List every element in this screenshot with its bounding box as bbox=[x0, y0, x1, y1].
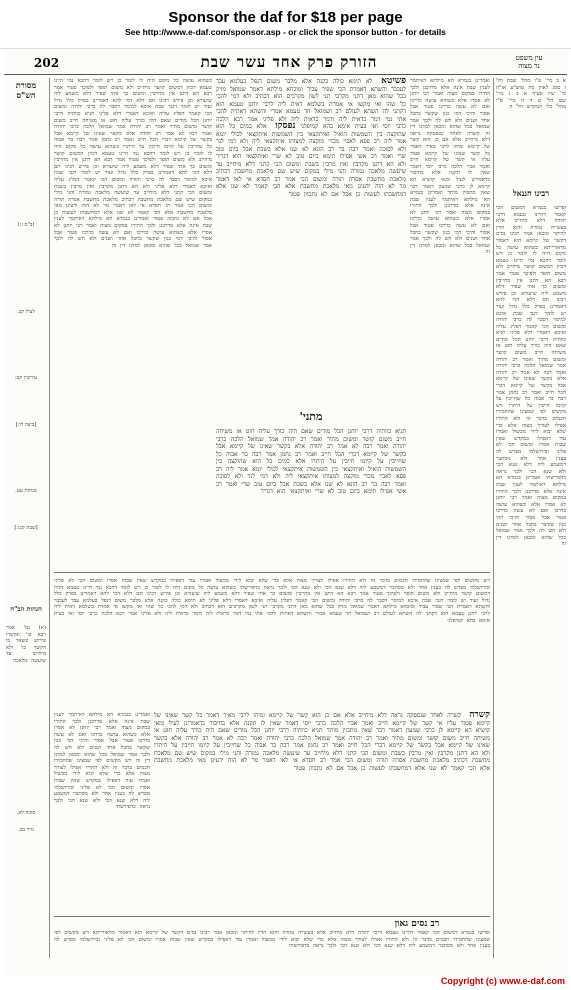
rashi-text-3: ואמרינן בגמרא הא מילתא דאיתמר לענין שבת אינה אלא מדרבנן ולכך התירו במקום מצוה ואמר רבי יוחנן לא אסרו אלא כשהוא עושה כדרכו ואם לא עשה כדרכו פטור אבל אסור והיכי דמי כגון שקשר בחבל אחד ושנים ולא חש לה ולכך אמר שמואל בכל שהוא ומכאן למדנו דין זה bbox=[410, 190, 490, 256]
lower-commentary-text-2: כשהוא עושה כל מקום היה לו לומר כן ויש לומר דהכא נמי היינו טעמא דכיון דמשום קושר מיחייב ולא משום תופר ולפיכך פטור אמר רבא הא דתנן אין מחייבין ומשום כך אתי שפיר דלא משמע ליה שיעורא וכן פירש רבינו תם דלא דמי להא דאמרינן בפרק כלל גדול ועוד יש לומר דגבי שבת איכא למימר דסבר לה כרבי יהודה ומשום הכי קאמר דפליג עליה ואיכא דאמרי דלא פליגי bbox=[54, 584, 490, 604]
margin-note: נזיר מב. bbox=[18, 826, 34, 833]
mishnah-label: מתני' bbox=[299, 410, 323, 423]
lower-left-commentary bbox=[54, 712, 150, 912]
commentary-text-repeat: כשהוא עושה כל מקום היה לו לומר כן ויש לומר דהכא נמי היינו טעמא דכיון דמשום קושר מיחייב ולא משום תופר ולפיכך פטור אמר רבא הא דתנן אין מחייבין ומשום כך אתי שפיר דלא משמע ליה שיעורא וכן פירש רבינו תם דלא דמי להא דאמרינן בפרק כלל גדול ועוד יש לומר דגבי שבת איכא למימר דסבר לה כרבי יהודה ומשום הכי קאמר דפליג עליה ואיכא דאמרי דלא פליגי bbox=[54, 143, 212, 190]
lower-gemara bbox=[154, 712, 490, 912]
bottom-right-head: רב נסים גאון bbox=[394, 919, 440, 929]
mishnah-paragraph-2: אלא כמים כל הוא שהוקצה בין השמשות הואיל ואיתקצאי בין השמשות איתקצאי לכולי יומא אמר ליה רב פפא לאביי מכדי מוקצה למצותו איתקצאי ליה ולא דמי לנר ולא לסוכה ואמר רבה בר רב הונא לא שנו אלא בשבת אבל ביום טוב שרי ואמר רב אשי אפילו תימא ביום טוב לא שרי ואיתקצאי הוא דגריר bbox=[216, 458, 406, 495]
column-divider bbox=[493, 78, 494, 958]
left-margin-notes-lower bbox=[6, 810, 46, 870]
left-margin-head: מסורת הש"ס bbox=[15, 80, 37, 100]
gemara-mishnah-text bbox=[216, 428, 406, 568]
lower-commentary bbox=[54, 578, 490, 708]
corner-title-line: עין משפט bbox=[515, 54, 543, 62]
lower-gemara-text-3: ולא הא דתנן מקרבין ואין מרבין בשבת ומשום הכי קתני דלא מיחייב עד שיעשה מלאכה גמורה והני מילי במקום שיש שם מלאכת מחשבת דכתיב מלאכת מחשבת אסרה תורה ומשום הכי אמר רב חסדא אי לאו דאמר מר לא הוה ידעינן מאי מלאכת מחשבת אלא הכי קאמר לא שנו אלא דמחשבתו לעשות כן אבל אם לא נתכוון פטור bbox=[154, 749, 490, 772]
lead-word-3: קשרה bbox=[469, 712, 490, 720]
chananel-text-2: כשהוא עושה כל מקום היה לו לומר כן ויש לומר דהכא נמי היינו טעמא דכיון דמשום קושר מיחייב ולא משום תופר ולפיכך פטור אמר רבא הא דתנן אין מחייבין ומשום כך אתי שפיר דלא משמע ליה שיעורא וכן פירש רבינו תם דלא דמי להא דאמרינן בפרק כלל גדול ועוד יש לומר דגבי שבת איכא למימר דסבר לה כרבי יהודה ומשום הכי קאמר דפליג עליה ואיכא דאמרי דלא פליגי bbox=[496, 244, 566, 337]
gemara-paragraph-3: ולא הא דתנן מקרבין ואין מרבין בשבת ומשום הכי קתני דלא מיחייב עד שיעשה מלאכה גמורה והני מילי במקום שיש שם מלאכת מחשבת דכתיב מלאכת מחשבת אסרה תורה ומשום הכי אמר רב חסדא אי לאו דאמר מר לא הוה ידעינן מאי מלאכת מחשבת אלא הכי קאמר לא שנו אלא דמחשבתו לעשות כן אבל אם לא נתכוון פטור bbox=[216, 160, 406, 198]
gemara-main-column bbox=[216, 78, 406, 408]
left-gloss-text: (א) גמ' אמר רבא כו' ונקשרו פירוש ונשאר בו הקשר כו' ולא מיחייב עד שיעשה מלאכה bbox=[6, 625, 46, 664]
rashi-text: ואמרינן בגמרא הא מילתא דאיתמר לענין שבת אינה אלא מדרבנן ולכך התירו במקום מצוה ואמר רבי יוחנן לא אסרו אלא כשהוא עושה כדרכו ואם לא עשה כדרכו פטור אבל אסור והיכי דמי כגון שקשר בחבל אחד ושנים ולא חש לה ולכך אמר שמואל בכל שהוא ומכאן למדנו דין זה bbox=[410, 78, 490, 137]
section-divider bbox=[54, 916, 490, 917]
lead-word: פשיטא bbox=[381, 78, 406, 86]
sponsor-title[interactable]: Sponsor the daf for $18 per page bbox=[168, 9, 403, 26]
left-margin-notes bbox=[6, 102, 46, 602]
chananel-text-3: תניא כוותיה דרבי יוחנן הכל מודים שאם היה כורך עליה חוט או משיחה חייב משום קושר ומשום מתיר ואמר רב יהודה אמר שמואל הלכה כרבי יהודה ואמר רבה לא אמר רב יהודה אלא בקשר שאינו של קיימא אבל בקשר של קיימא דברי הכל חייב ואמר רב נחמן אמר רבה בר אבוה כל שחייבין על קיומו חייבין על היתרו bbox=[496, 330, 566, 409]
rabbeinu-chananel-text bbox=[496, 205, 566, 965]
margin-note: סוכה לא. bbox=[16, 810, 36, 816]
gemara-paragraph-2: אלא כמים כל הוא שהוקצה בין השמשות הואיל ואיתקצאי בין השמשות איתקצאי לכולי יומא אמר ליה רב פפא לאביי מכדי מוקצה למצותו איתקצאי ליה ולא דמי לנר ולא לסוכה ואמר רבה בר רב הונא לא שנו אלא בשבת אבל ביום טוב שרי ואמר רב אשי אפילו תימא ביום טוב לא שרי ואיתקצאי הוא דגריר bbox=[216, 123, 406, 160]
lower-left-text-2: ויש מקשים לפי שמצינו שהחמירו חכמים בדבר זה ולא התירו אפילו לצורך מצוה אלא כדי שלא יבוא לידי מכשול ואמרו עוד דאפילו במקדש שאין שבות אסרו ומשום הכי לא פליגי ובירושלמי מפרש לה בענין אחר ולא מסתבר דמשמע ליה דלא שנא הכי ולא שנא הכי ולכך נראה כדפירשתי bbox=[54, 758, 150, 811]
sponsor-subtitle[interactable]: See http://www.e-daf.com/sponsor.asp - or click the sponsor button - for details bbox=[125, 27, 446, 37]
commentary-text-repeat-2: ולא הא דתנן מקרבין ואין מרבין בשבת ומשום הכי קתני דלא מיחייב עד שיעשה מלאכה גמורה והני מילי במקום שיש שם מלאכת מחשבת דכתיב מלאכת מחשבת אסרה תורה ומשום הכי אמר רב חסדא אי לאו דאמר מר לא הוה ידעינן מאי מלאכת מחשבת אלא הכי קאמר לא שנו אלא דמחשבתו לעשות כן אבל אם לא נתכוון פטור bbox=[54, 183, 212, 223]
running-head: הזורק פרק אחד עשר שבת bbox=[200, 53, 378, 71]
page-header bbox=[4, 54, 567, 75]
chananel-text-5: ואמרינן בגמרא הא מילתא דאיתמר לענין שבת אינה אלא מדרבנן ולכך התירו במקום מצוה ואמר רבי יוחנן לא אסרו אלא כשהוא עושה כדרכו ואם לא עשה כדרכו פטור אבל אסור והיכי דמי כגון שקשר בחבל אחד ושנים ולא חש לה ולכך אמר שמואל בכל שהוא ומכאן למדנו דין זה bbox=[496, 475, 566, 548]
margin-note: לעיל קכ. bbox=[17, 308, 35, 315]
corner-subtitle-line: נר מצוה bbox=[518, 62, 540, 70]
lower-gemara-text-2: תניא כוותיה דרבי יוחנן הכל מודים שאם היה כורך עליה חוט או משיחה חייב משום קושר ומשום מתיר ואמר רב יהודה אמר שמואל הלכה כרבי יהודה ואמר רבה לא אמר רב יהודה אלא בקשר שאינו של קיימא אבל בקשר של קיימא דברי הכל חייב ואמר רב נחמן אמר רבה בר אבוה כל שחייבין על קיומו חייבין על היתרו bbox=[154, 727, 490, 749]
sponsor-banner[interactable] bbox=[0, 0, 571, 49]
copyright-link[interactable]: Copyright (c) www.e-daf.com bbox=[440, 976, 565, 986]
bottom-text-2: ויש מקשים לפי שמצינו שהחמירו חכמים בדבר זה ולא התירו אפילו לצורך מצוה אלא כדי שלא יבוא לידי מכשול ואמרו עוד דאפילו במקדש שאין שבות אסרו ומשום הכי לא פליגי ובירושלמי מפרש לה בענין אחר ולא מסתבר דמשמע ליה דלא שנא הכי ולא שנא הכי ולכך נראה כדפירשתי bbox=[54, 930, 490, 950]
commentary-text-repeat-3: ואמרינן בגמרא הא מילתא דאיתמר לענין שבת אינה אלא מדרבנן ולכך התירו במקום מצוה ואמר רבי יוחנן לא אסרו אלא כשהוא עושה כדרכו ואם לא עשה כדרכו פטור אבל אסור והיכי דמי כגון שקשר בחבל אחד ושנים ולא חש לה ולכך אמר שמואל בכל שהוא ומכאן למדנו דין זה bbox=[54, 216, 212, 249]
right-margin-notes: א ב מיי' פ"ו מהל' שבת הל' ו סמג לאוין סה טוש"ע או"ח סי' שיז סעיף א ב ג מיי' שם הל' ט ד ה מיי' פ"י מהל' כלי המקדש הל' ה bbox=[496, 78, 566, 111]
left-gloss-head: הגהות הב"ח bbox=[10, 605, 42, 613]
talmud-page bbox=[4, 50, 567, 975]
margin-note: עירובין קב: bbox=[14, 375, 38, 381]
margin-note: מנחות עט. bbox=[15, 488, 37, 494]
bottom-text: ופרשו בגמרא דמשום הכי קאמר דהיינו טעמא דרבי יהודה דלא מיחייב אלא בעשייה גמורה והוא הדין להיתר ומכאן אמר רבינו נסים דקשר של קיימא הוא דאסור מדאורייתא bbox=[92, 930, 490, 936]
rashi-text-2: קשרה לאחר שנפסקה נראה דלא מיחייב אלא אם כן הוא קשר של קיימא ומיהו לרבי מאיר דאמר כל קשר שאינו של קיימא פטור עליו אי קשר של קיימא חייב ואמר אביי הלכה כרבי יוסי דאמר שאין לו תקנה אלא בחיבור כדאמרינן לעיל ומאי קושיא הא קיימא לן כרבי שמעון דאמר דבר שאין מתכוין מותר bbox=[410, 130, 490, 197]
lower-gemara-text: קשרה לאחר שנפסקה נראה דלא מיחייב אלא אם כן הוא קשר של קיימא ומיהו לרבי מאיר דאמר כל קשר שאינו של קיימא פטור עליו אי קשר של קיימא חייב ואמר אביי הלכה כרבי יוסי דאמר שאין לו תקנה אלא בחיבור כדאמרינן לעיל ומאי קושיא הא קיימא לן כרבי שמעון דאמר דבר שאין מתכוין מותר bbox=[154, 712, 490, 734]
right-margin-head: רבינו חננאל bbox=[512, 188, 550, 198]
lower-commentary-text: ויש מקשים לפי שמצינו שהחמירו חכמים בדבר זה ולא התירו אפילו לצורך מצוה אלא כדי שלא יבוא לידי מכשול ואמרו עוד דאפילו במקדש שאין שבות אסרו ומשום הכי לא פליגי ובירושלמי מפרש לה בענין אחר ולא מסתבר דמשמע ליה דלא שנא הכי ולא שנא הכי ולכך נראה כדפירשתי bbox=[54, 578, 490, 591]
footer bbox=[0, 975, 571, 990]
gemara-paragraph: לא תימא כולה בקנה אלא מלבר משום דנפל בעלמא עבד לעכבר והשתא דאמרת הכי שפיר עביד ומוכחא מילתא דאמר שמואל מזיק בכל שהוא מאן דתני מקרבי תני לשון מקרבים הוא דכתיב ולא דמי להכי כל שהו ואי מקשו אי אמרת בשלמא דאית ליה לרבי יוחנן טעמא הוא דקתני לה השתא לעולם רב ושמואל חד טעמא אמרי והשתא דאתית להכי אתי נמי דמר כדאית ליה ודמר כדאית ליה ולא פליגי אמר רבא הלכה כרבי יוסי ואי בעית אימא בהא קמיפלגי bbox=[216, 78, 406, 130]
page-number: 202 bbox=[34, 56, 60, 70]
right-commentary bbox=[410, 78, 490, 568]
commentary-text-continued: תניא כוותיה דרבי יוחנן הכל מודים שאם היה כורך עליה חוט או משיחה חייב משום קושר ומשום מתיר ואמר רב יהודה אמר שמואל הלכה כרבי יהודה ואמר רבה לא אמר רב יהודה אלא בקשר שאינו של קיימא אבל בקשר של קיימא דברי הכל חייב ואמר רב נחמן אמר רבה בר אבוה כל שחייבין על קיומו חייבין על היתרו bbox=[54, 110, 212, 150]
margin-note: [ביצה לו:] bbox=[15, 421, 37, 428]
margin-note: (ב"מ ז:) bbox=[17, 222, 35, 228]
section-divider bbox=[54, 572, 490, 573]
mishnah-paragraph: תניא כוותיה דרבי יוחנן הכל מודים שאם היה כורך עליה חוט או משיחה חייב משום קושר ומשום מתיר ואמר רב יהודה אמר שמואל הלכה כרבי יהודה ואמר רבה לא אמר רב יהודה אלא בקשר שאינו של קיימא אבל בקשר של קיימא דברי הכל חייב ואמר רב נחמן אמר רבה בר אבוה כל שחייבין על קיומו חייבין על היתרו bbox=[216, 428, 406, 465]
column-divider bbox=[49, 78, 50, 958]
corner-title bbox=[493, 54, 565, 70]
chananel-text: ופרשו בגמרא דמשום הכי קאמר דהיינו טעמא דרבי יהודה דלא מיחייב אלא בעשייה גמורה והוא הדין להיתר ומכאן אמר רבינו נסים דקשר של קיימא הוא דאסור מדאורייתא bbox=[496, 205, 566, 251]
lead-word-2: נפסקו bbox=[275, 121, 296, 131]
margin-note: [שבת קכו.] bbox=[14, 524, 38, 531]
commentary-text: כשהוא עושה כל מקום היה לו לומר כן ויש לומר דהכא נמי היינו טעמא דכיון דמשום קושר מיחייב ולא משום תופר ולפיכך פטור אמר רבא הא דתנן אין מחייבין ומשום כך אתי שפיר דלא משמע ליה שיעורא וכן פירש רבינו תם דלא דמי להא דאמרינן בפרק כלל גדול ועוד יש לומר דגבי שבת איכא למימר דסבר לה כרבי יהודה ומשום הכי קאמר דפליג עליה ואיכא דאמרי דלא פליגי bbox=[54, 78, 212, 117]
chananel-text-4: ויש מקשים לפי שמצינו שהחמירו חכמים בדבר זה ולא התירו אפילו לצורך מצוה אלא כדי שלא יבוא לידי מכשול ואמרו עוד דאפילו במקדש שאין שבות אסרו ומשום הכי לא פליגי ובירושלמי מפרש לה בענין אחר ולא מסתבר דמשמע ליה דלא שנא הכי ולא שנא הכי ולכך נראה כדפירשתי bbox=[496, 402, 566, 482]
bottom-commentary bbox=[54, 930, 490, 970]
lower-commentary-text-3: לא תימא כולה בקנה אלא מלבר משום דנפל בעלמא עבד לעכבר והשתא דאמרת הכי שפיר עביד ומוכחא מילתא דאמר שמואל מזיק בכל שהוא מאן דתני מקרבי תני לשון מקרבים הוא דכתיב ולא דמי להכי כל שהו ואי מקשו אי אמרת בשלמא דאית ליה לרבי יוחנן טעמא הוא דקתני לה השתא לעולם רב ושמואל חד טעמא אמרי והשתא דאתית להכי אתי נמי דמר כדאית ליה ודמר כדאית ליה ולא פליגי אמר רבא הלכה כרבי יוסי ואי בעית אימא בהא קמיפלגי bbox=[54, 597, 490, 624]
left-commentary bbox=[54, 78, 212, 568]
lower-left-text: ואמרינן בגמרא הא מילתא דאיתמר לענין שבת אינה אלא מדרבנן ולכך התירו במקום מצוה ואמר רבי יוחנן לא אסרו אלא כשהוא עושה כדרכו ואם לא עשה כדרכו פטור אבל אסור והיכי דמי כגון שקשר בחבל אחד ושנים ולא חש לה ולכך אמר שמואל בכל שהוא ומכאן למדנו דין זה bbox=[54, 712, 150, 765]
